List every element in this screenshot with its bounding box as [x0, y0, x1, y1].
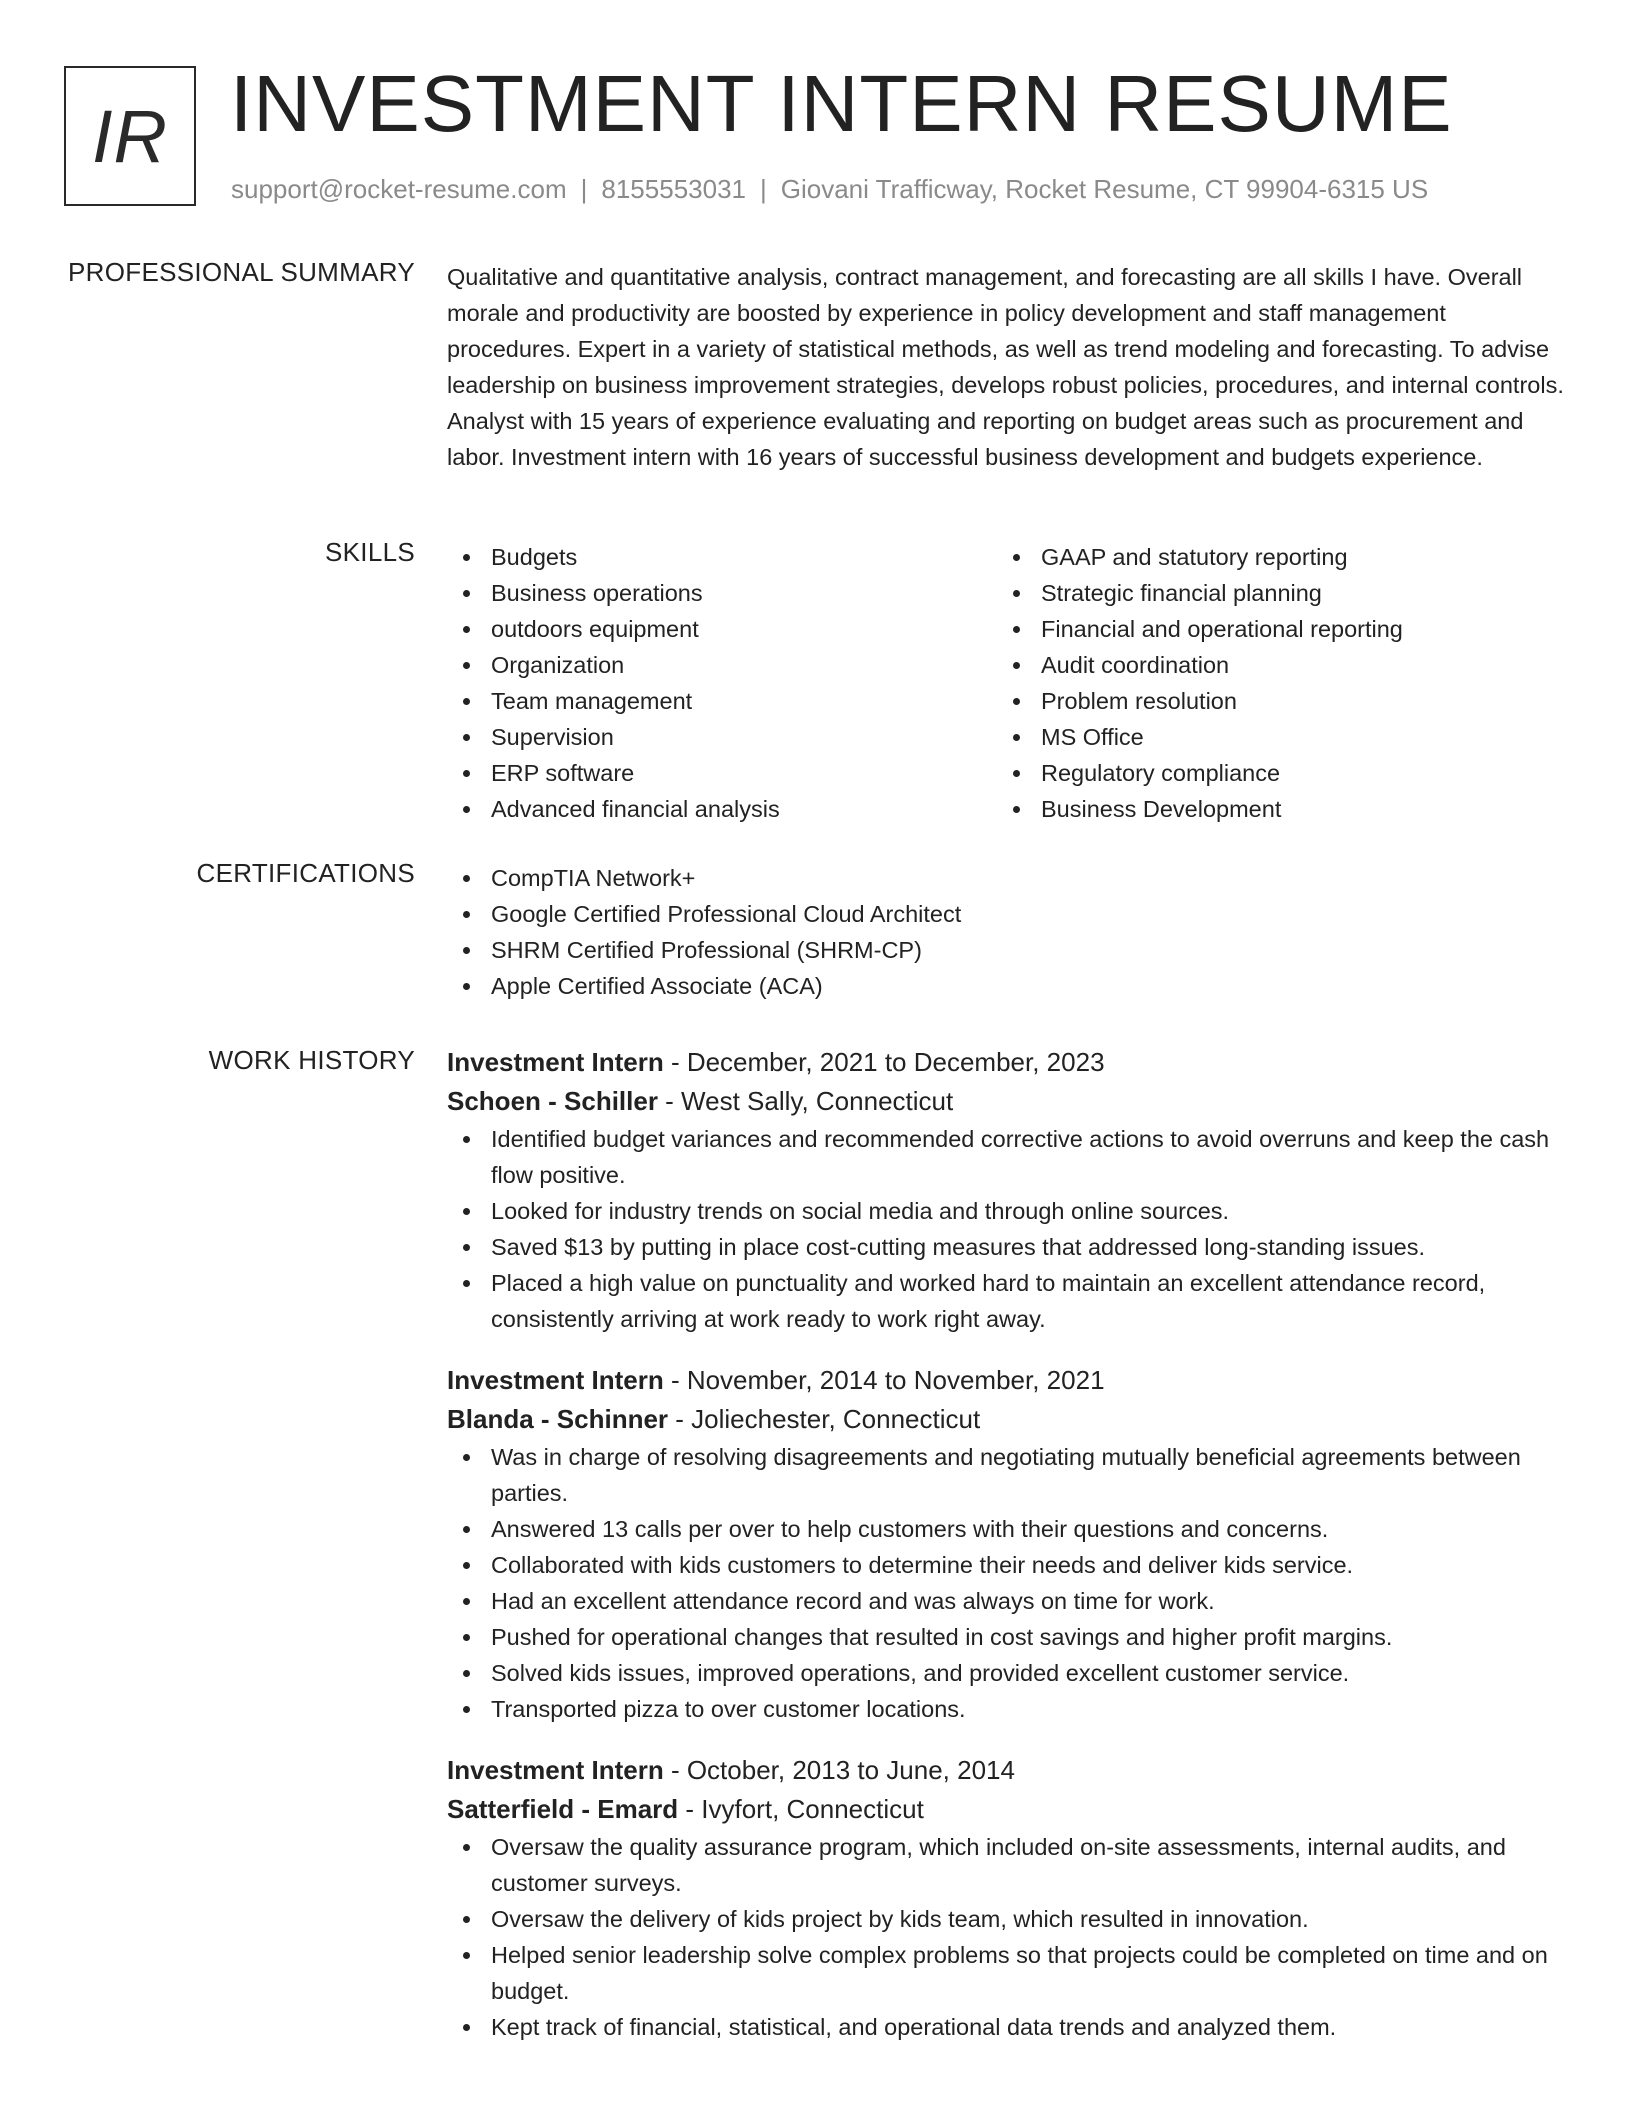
job-bullet: Saved $13 by putting in place cost-cutting measures that addressed long-standing issues.	[447, 1229, 1567, 1265]
skill-item: Supervision	[447, 719, 997, 755]
job-bullet: Had an excellent attendance record and was always on time for work.	[447, 1583, 1567, 1619]
page-title: INVESTMENT INTERN RESUME	[230, 59, 1453, 148]
job-company-line	[447, 1400, 1567, 1439]
job-company: Blanda - Schinner	[447, 1404, 669, 1434]
job-bullet: Collaborated with kids customers to determine their needs and deliver kids service.	[447, 1547, 1567, 1583]
job-bullet-list	[447, 1439, 1567, 1727]
job-bullet: Answered 13 calls per over to help customers with their questions and concerns.	[447, 1511, 1567, 1547]
job-bullet: Transported pizza to over customer locations.	[447, 1691, 1567, 1727]
certifications-body	[447, 860, 1567, 1004]
job-location: - Ivyfort, Connecticut	[678, 1794, 924, 1824]
job-entry	[447, 1043, 1567, 1337]
job-location: - West Sally, Connecticut	[657, 1086, 954, 1116]
contact-address: Giovani Trafficway, Rocket Resume, CT 99904-6315 US	[780, 174, 1429, 204]
job-title-line	[447, 1751, 1567, 1790]
job-entry	[447, 1361, 1567, 1727]
skills-heading: SKILLS	[325, 537, 415, 567]
job-location: - Joliechester, Connecticut	[668, 1404, 981, 1434]
skill-item: Team management	[447, 683, 997, 719]
certifications-list	[447, 860, 1567, 1004]
skill-item: outdoors equipment	[447, 611, 997, 647]
skill-item: Strategic financial planning	[997, 575, 1547, 611]
job-company-line	[447, 1790, 1567, 1829]
skills-body	[447, 539, 1567, 827]
skill-item: ERP software	[447, 755, 997, 791]
job-company-line	[447, 1082, 1567, 1121]
monogram-text: IR	[92, 94, 168, 178]
skill-item: MS Office	[997, 719, 1547, 755]
skill-item: Financial and operational reporting	[997, 611, 1547, 647]
certification-item: SHRM Certified Professional (SHRM-CP)	[447, 932, 1567, 968]
skill-item: Business operations	[447, 575, 997, 611]
job-dates: - November, 2014 to November, 2021	[663, 1365, 1105, 1395]
job-bullet: Kept track of financial, statistical, and operational data trends and analyzed them.	[447, 2009, 1567, 2045]
work-body	[447, 1043, 1567, 2069]
job-title-line	[447, 1043, 1567, 1082]
certifications-heading: CERTIFICATIONS	[196, 858, 415, 888]
summary-text: Qualitative and quantitative analysis, contract management, and forecasting are all skills I have. Overall morale and productivity are boosted by experience in policy development and staff management procedures. Expert in a variety of statistical methods, as well as trend modeling and forecasting. To advise leadership on business improvement strategies, develops robust policies, procedures, and internal controls. Analyst with 15 years of experience evaluating and reporting on budget areas such as procurement and labor. Investment intern with 16 years of successful business development and budgets experience.	[447, 264, 1564, 470]
contact-line	[231, 174, 1428, 205]
monogram-logo	[64, 66, 196, 206]
summary-heading: PROFESSIONAL SUMMARY	[68, 257, 415, 287]
contact-phone: 8155553031	[601, 174, 746, 204]
skill-item: Audit coordination	[997, 647, 1547, 683]
job-company: Satterfield - Emard	[447, 1794, 679, 1824]
skill-item: Budgets	[447, 539, 997, 575]
job-bullet: Looked for industry trends on social media and through online sources.	[447, 1193, 1567, 1229]
job-bullet: Placed a high value on punctuality and worked hard to maintain an excellent attendance record, consistently arriving at work ready to work right away.	[447, 1265, 1567, 1337]
job-bullet: Pushed for operational changes that resulted in cost savings and higher profit margins.	[447, 1619, 1567, 1655]
certification-item: Google Certified Professional Cloud Architect	[447, 896, 1567, 932]
job-title: Investment Intern	[447, 1047, 664, 1077]
job-entry	[447, 1751, 1567, 2045]
job-bullet-list	[447, 1829, 1567, 2045]
job-dates: - December, 2021 to December, 2023	[663, 1047, 1105, 1077]
work-heading: WORK HISTORY	[208, 1045, 415, 1075]
contact-email: support@rocket-resume.com	[231, 174, 567, 204]
job-bullet-list	[447, 1121, 1567, 1337]
certification-item: Apple Certified Associate (ACA)	[447, 968, 1567, 1004]
skills-list-right	[997, 539, 1547, 827]
skill-item: Organization	[447, 647, 997, 683]
job-company: Schoen - Schiller	[447, 1086, 658, 1116]
job-title-line	[447, 1361, 1567, 1400]
job-bullet: Oversaw the quality assurance program, which included on-site assessments, internal audits, and customer surveys.	[447, 1829, 1567, 1901]
job-dates: - October, 2013 to June, 2014	[663, 1755, 1015, 1785]
job-bullet: Helped senior leadership solve complex problems so that projects could be completed on time and on budget.	[447, 1937, 1567, 2009]
skills-list-left	[447, 539, 997, 827]
skill-item: Regulatory compliance	[997, 755, 1547, 791]
contact-separator: |	[760, 174, 767, 204]
job-title: Investment Intern	[447, 1755, 664, 1785]
job-bullet: Identified budget variances and recommended corrective actions to avoid overruns and keep the cash flow positive.	[447, 1121, 1567, 1193]
summary-body	[447, 259, 1567, 475]
certification-item: CompTIA Network+	[447, 860, 1567, 896]
job-title: Investment Intern	[447, 1365, 664, 1395]
job-bullet: Was in charge of resolving disagreements and negotiating mutually beneficial agreements between parties.	[447, 1439, 1567, 1511]
skill-item: Advanced financial analysis	[447, 791, 997, 827]
skill-item: Problem resolution	[997, 683, 1547, 719]
job-bullet: Oversaw the delivery of kids project by kids team, which resulted in innovation.	[447, 1901, 1567, 1937]
skill-item: GAAP and statutory reporting	[997, 539, 1547, 575]
skill-item: Business Development	[997, 791, 1547, 827]
contact-separator: |	[580, 174, 588, 204]
job-bullet: Solved kids issues, improved operations, and provided excellent customer service.	[447, 1655, 1567, 1691]
